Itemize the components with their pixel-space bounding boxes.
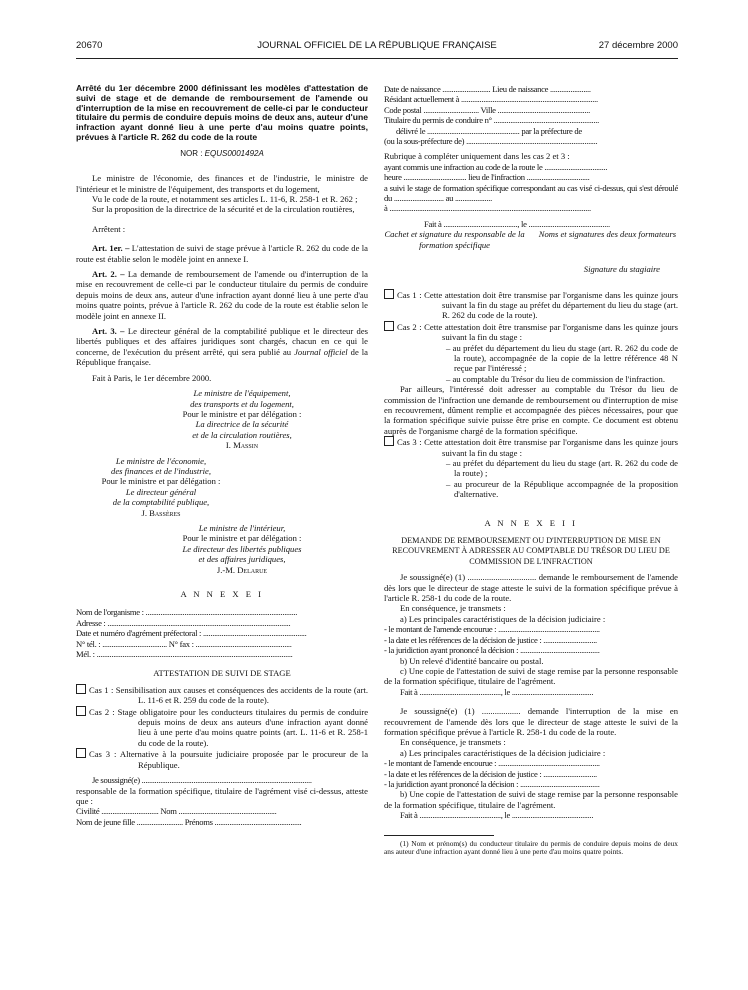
par-ailleurs: Par ailleurs, l'intéressé doit adresser au comptable du Trésor du lieu de commission de l'infraction une demande de remboursement ou d'interruption de mise en recouvrement, dûment remplie et accompagnée des pièces nécessaires, pour que la formation spécifique suivie puisse être prise en compte. Ce document est obtenu auprès de l'organisme chargé de la formation spécifique. bbox=[384, 384, 678, 436]
checkbox-icon[interactable] bbox=[384, 321, 394, 331]
issue-date: 27 décembre 2000 bbox=[598, 40, 678, 51]
signature-economie: Le ministre de l'économie, des finances et de l'industrie, Pour le ministre et par délégation : Le directeur général de la comptabilité publique, J. Bassères bbox=[101, 455, 221, 518]
attestation-title: ATTESTATION DE SUIVI DE STAGE bbox=[153, 668, 291, 679]
arretent: Arrêtent : bbox=[92, 223, 126, 234]
checkbox-icon[interactable] bbox=[76, 684, 86, 694]
article-3: Art. 3. – Le directeur général de la comptabilité publique et le directeur des libertés publiques et des affaires juridiques sont chargés, chacun en ce qui le concerne, de l'exécution du présent arrêté, qui sera publié au Journal officiel de la République française. bbox=[76, 326, 368, 368]
organisme-fields: Nom de l'organisme : .................................................................................. Adresse : ................................................................................................... Date et numéro d'agrément préfectoral : ........................................................ N° tél. : ................................... N° fax : .................................................... Mél. : .......................................................................................................... bbox=[76, 607, 307, 660]
checkbox-icon[interactable] bbox=[76, 748, 86, 758]
nor-reference: NOR : EQUS0001492A bbox=[180, 148, 264, 158]
page-number: 20670 bbox=[76, 40, 103, 51]
cas-list bbox=[76, 684, 368, 770]
cas-2-recipient: – au comptable du Trésor du lieu de commission de l'infraction. bbox=[446, 373, 665, 384]
footnote: (1) Nom et prénom(s) du conducteur titulaire du permis de conduire depuis moins de deux ans auteur d'une infraction ayant donné lieu à une perte d'au moins quatre points. bbox=[384, 838, 678, 857]
signature-interieur: Le ministre de l'intérieur, Pour le ministre et par délégation : Le directeur des libertés publiques et des affaires juridiques, J.-M. Delarue bbox=[182, 522, 302, 575]
fait-paris: Fait à Paris, le 1er décembre 2000. bbox=[92, 372, 212, 383]
transmission-cas-3: Cas 3 : Cette attestation doit être transmise par l'organisme dans les quinze jours suivant la fin du stage : bbox=[384, 436, 678, 458]
identity-fields: Date de naissance .......................... Lieu de naissance ...................... Résidant actuellement à .......................................................................... Code postal .............................. Ville .................................................. Titulaire du permis de conduire n° ......................................................... délivré le .................................................. par la préfecture de (ou la sous-préfecture de) ....................................................................... Rubrique à compléter uniquement dans les cas 2 et 3 : ayant commis une infraction au code de la route le .................................. heure .................................. lieu de l'infraction .................................. a suivi le stage de formation spécifique correspondant au cas visé ci-dessus, qui s'est déroulé du ........................... au .................... à ............................................................................................................. Fait à ........................................, le ............................................ bbox=[384, 84, 678, 229]
transmission-cas-2: Cas 2 : Cette attestation doit être transmise par l'organisme dans les quinze jours suivant la fin du stage : bbox=[384, 321, 678, 343]
signature-equipement: Le ministre de l'équipement, des transports et du logement, Pour le ministre et par délégation : La directrice de la sécurité et de la circulation routières, I. Massin bbox=[182, 388, 302, 451]
cas-2-recipient: – au préfet du département du lieu du stage (art. R. 262 du code de la route), accompagnée de la copie de la lettre référence 48 N reçue par l'intéressé ; bbox=[446, 342, 678, 374]
checkbox-icon[interactable] bbox=[76, 706, 86, 716]
journal-title: JOURNAL OFFICIEL DE LA RÉPUBLIQUE FRANÇAISE bbox=[257, 40, 497, 51]
cas-1-option: Cas 1 : Sensibilisation aux causes et conséquences des accidents de la route (art. L. 11-6 et R. 259 du code de la route). bbox=[76, 684, 368, 706]
checkbox-icon[interactable] bbox=[384, 436, 394, 446]
footnote-rule bbox=[384, 835, 494, 836]
soussigne-line: Je soussigné(e) ............................................................................................ bbox=[92, 775, 312, 786]
cas-3-recipient: – au procureur de la République accompagnée de la proposition d'alternative. bbox=[446, 478, 678, 500]
preamble-ministers: Le ministre de l'économie, des finances et de l'industrie, le ministre de l'intérieur et le ministre de l'équipement, des transports et du logement, bbox=[76, 173, 368, 194]
page-header bbox=[76, 40, 678, 54]
remboursement-block: Je soussigné(e) (1) ................................ demande le remboursement de l'amende dès lors que le directeur de stage atteste le suivi de la formation spécifique prévue à l'article R. 258-1 du code de la route. En conséquence, je transmets : a) Les principales caractéristiques de la décision judiciaire : - le montant de l'amende encourue : ....................................................... - la date et les références de la décision de justice : ............................. - la juridiction ayant prononcé la décision : ........................................... b) Un relevé d'identité bancaire ou postal. c) Une copie de l'attestation de suivi de stage remise par la personne responsable de la formation spécifique, titulaire de l'agrément. Fait à ............................................, le ............................................ bbox=[384, 572, 678, 697]
cas-3-option: Cas 3 : Alternative à la poursuite judiciaire proposée par le procureur de la République. bbox=[76, 748, 368, 770]
header-rule bbox=[76, 58, 678, 59]
preamble-vu: Vu le code de la route, et notamment ses articles L. 11-6, R. 258-1 et R. 262 ; bbox=[92, 194, 358, 204]
checkbox-icon[interactable] bbox=[384, 289, 394, 299]
jeune-fille-line: Nom de jeune fille ......................... Prénoms ............................................... bbox=[76, 816, 302, 827]
transmission-cas-1: Cas 1 : Cette attestation doit être transmise par l'organisme dans les quinze jours suivant la fin du stage au préfet du département du lieu du stage (art. R. 262 du code de la route). bbox=[384, 289, 678, 321]
article-2: Art. 2. – La demande de remboursement de l'amende ou d'interruption de la mise en recouvrement de celle-ci par le conducteur titulaire du permis de conduire depuis moins de deux ans, auteur d'une infraction ayant donné lieu à une perte d'au moins quatre points, prévue à l'article R. 262 du code de la route est établie selon le modèle joint en annexe II. bbox=[76, 269, 368, 321]
left-column bbox=[76, 84, 368, 827]
right-column bbox=[384, 84, 678, 857]
interruption-block: Je soussigné(e) (1) .................. demande l'interruption de la mise en recouvrement de l'amende dès lors que le directeur de stage atteste le suivi de la formation spécifique prévue à l'article R. 258-1 du code de la route. En conséquence, je transmets : a) Les principales caractéristiques de la décision judiciaire : - le montant de l'amende encourue : ....................................................... - la date et les références de la décision de justice : ............................. - la juridiction ayant prononcé la décision : ........................................... b) Une copie de l'attestation de suivi de stage remise par la personne responsable de la formation spécifique, titulaire de l'agrément. Fait à ............................................, le ............................................ bbox=[384, 706, 678, 821]
cas-2-option: Cas 2 : Stage obligatoire pour les conducteurs titulaires du permis de conduire depuis moins de deux ans auteurs d'une infraction ayant donné lieu à une perte d'au moins quatre points (art. L. 11-6 et R. 258-1 du code de la route). bbox=[76, 706, 368, 749]
cachet-label: Cachet et signature du responsable de la formation spécifique bbox=[384, 229, 525, 250]
formateurs-label: Noms et signatures des deux formateurs bbox=[538, 229, 677, 240]
cas-3-recipient: – au préfet du département du lieu du stage (art. R. 262 du code de la route) ; bbox=[446, 458, 678, 479]
annexe-1-title: A N N E X E I bbox=[180, 589, 264, 599]
responsable-line: responsable de la formation spécifique, titulaire de l'agrément visé ci-dessus, atteste que : bbox=[76, 785, 368, 806]
annexe-2-title: A N N E X E I I bbox=[484, 517, 578, 528]
preamble-proposition: Sur la proposition de la directrice de la sécurité et de la circulation routières, bbox=[92, 204, 355, 215]
civilite-line: Civilité ............................... Nom ..................................................... bbox=[76, 806, 277, 817]
decree-title: Arrêté du 1er décembre 2000 définissant les modèles d'attestation de suivi de stage et de demande de remboursement de l'amende ou d'interruption de la mise en recouvrement de celle-ci par le conducteur titulaire du permis de conduire depuis moins de deux ans, auteur d'une infraction ayant donné lieu à une perte d'au moins quatre points, prévues à l'article R. 262 du code de la route bbox=[76, 83, 368, 142]
article-1: Art. 1er. – L'attestation de suivi de stage prévue à l'article R. 262 du code de la route est établie selon le modèle joint en annexe I. bbox=[76, 243, 368, 264]
annexe-2-heading: DEMANDE DE REMBOURSEMENT OU D'INTERRUPTION DE MISE EN RECOUVREMENT À ADRESSER AU COMPTABLE DU TRÉSOR DU LIEU DE COMMISSION DE L'INFRACTION bbox=[392, 536, 670, 566]
signature-boxes bbox=[384, 229, 678, 250]
stagiaire-signature-label: Signature du stagiaire bbox=[583, 264, 660, 275]
